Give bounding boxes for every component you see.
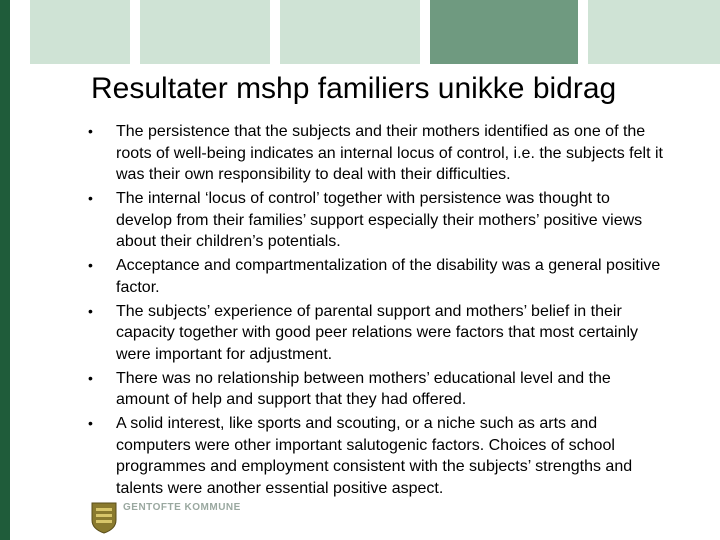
bullet-item <box>88 121 668 186</box>
bullet-text: The subjects’ experience of parental support and mothers’ belief in their capacity together with good peer relations were factors that most certainly were important for adjustment. <box>116 302 639 363</box>
bullet-item <box>88 301 668 366</box>
bullet-icon: • <box>88 369 93 386</box>
bullet-item <box>88 255 668 298</box>
bullet-icon: • <box>88 257 93 274</box>
bullet-item <box>88 368 668 411</box>
bullet-text: Acceptance and compartmentalization of the disability was a general positive factor. <box>116 257 661 296</box>
municipality-logo <box>91 500 241 536</box>
bullet-text: A solid interest, like sports and scouting, or a niche such as arts and computers were other important salutogenic factors. Choices of school programmes and employment consistent with the subjects’ strengths and talents were another essential positive aspect. <box>116 415 633 497</box>
bullet-text: The persistence that the subjects and their mothers identified as one of the roots of well-being indicates an internal locus of control, i.e. the subjects felt it was their own responsibility to deal with their difficulties. <box>116 123 663 183</box>
header-band <box>280 0 420 64</box>
bullet-item <box>88 188 668 253</box>
header-band <box>140 0 270 64</box>
shield-crest-icon <box>91 502 117 534</box>
header-band <box>588 0 720 64</box>
logo-text: GENTOFTE KOMMUNE <box>123 502 241 513</box>
bullet-icon: • <box>88 123 93 139</box>
bullet-icon: • <box>88 190 93 207</box>
bullet-list <box>88 121 668 502</box>
left-accent-bar <box>0 0 10 540</box>
header-band <box>30 0 130 64</box>
slide-title: Resultater mshp familiers unikke bidrag <box>91 72 617 105</box>
bullet-icon: • <box>88 415 93 432</box>
bullet-text: The internal ‘locus of control’ together with persistence was thought to develop from their families’ support especially their mothers’ positive views about their children’s potentials. <box>116 190 643 251</box>
bullet-icon: • <box>88 302 93 319</box>
header-band-dark <box>430 0 578 64</box>
bullet-text: There was no relationship between mothers’ educational level and the amount of help and support that they had offered. <box>116 369 611 409</box>
bullet-item <box>88 413 668 499</box>
